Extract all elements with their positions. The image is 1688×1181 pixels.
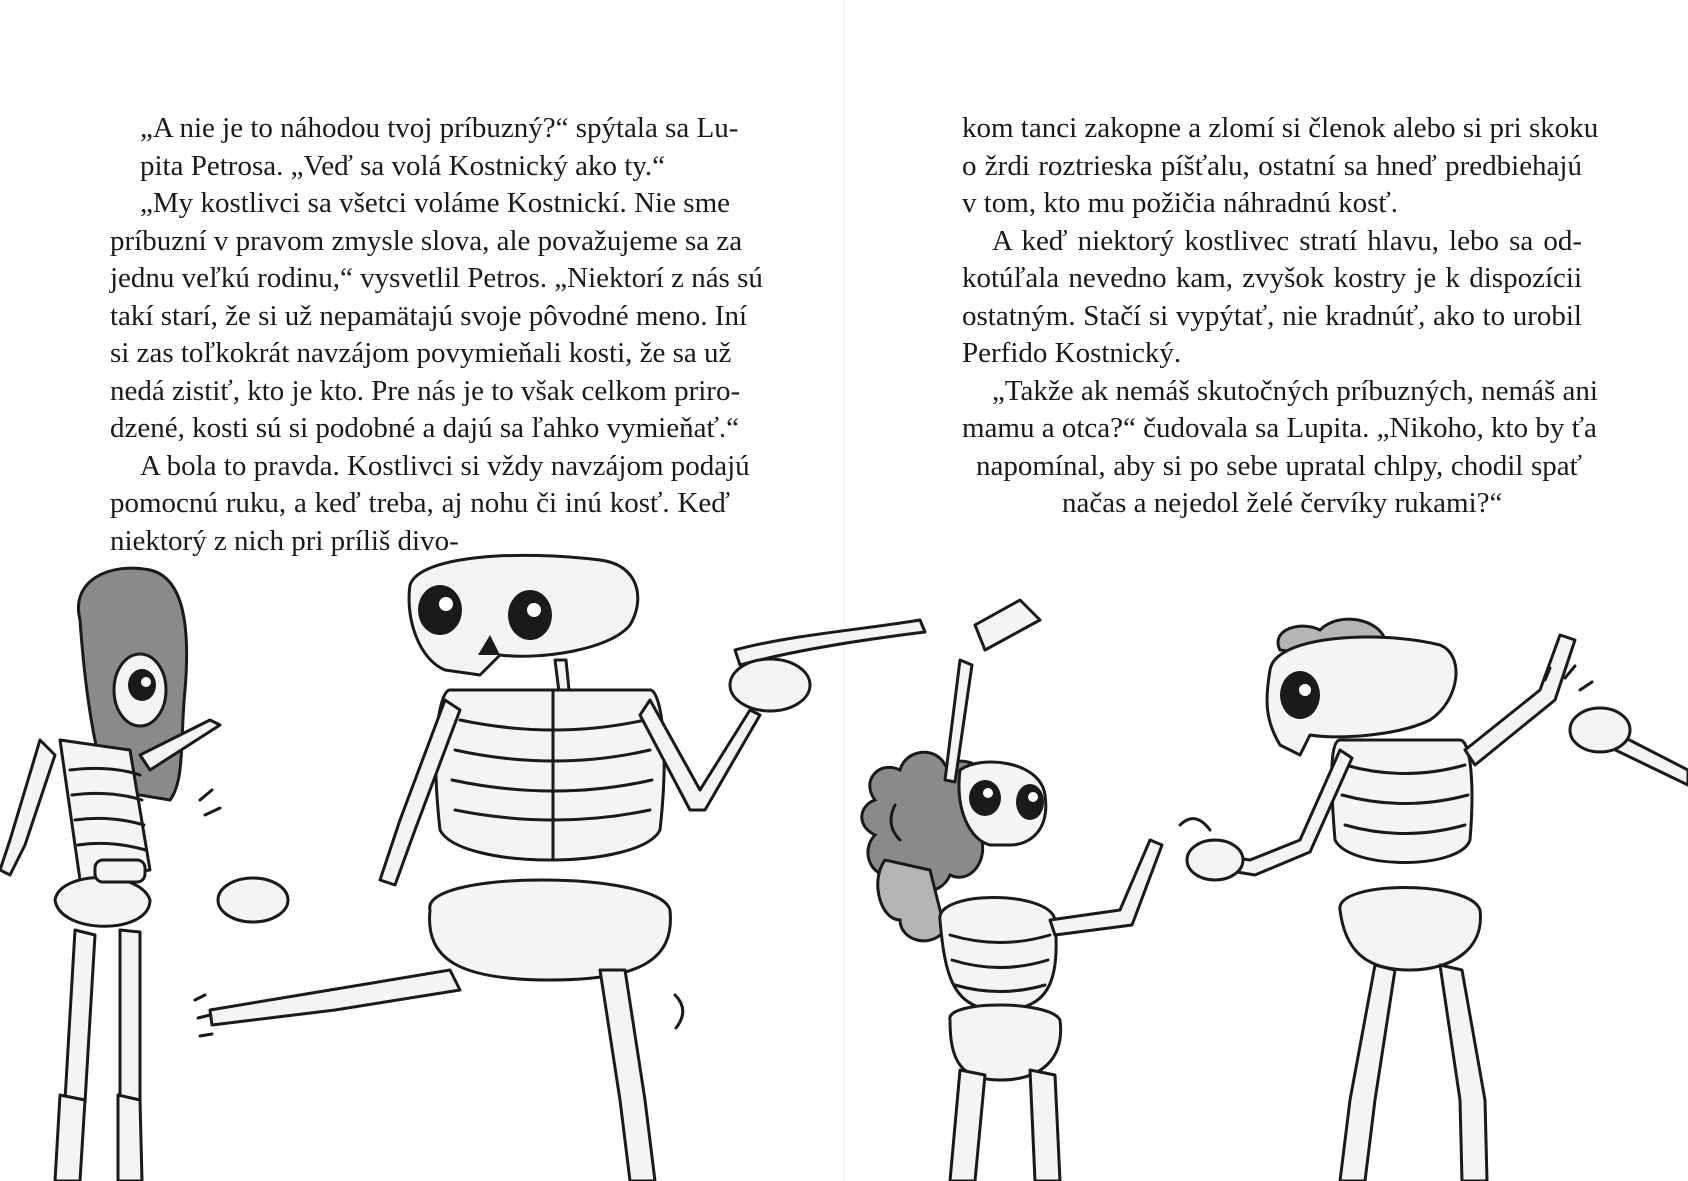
- right-page-text: [962, 110, 1599, 523]
- text-line: ostatným. Stačí si vypýtať, nie kradnúť, ako to urobil: [962, 299, 1582, 332]
- skeleton-curly-hair-center: [862, 600, 1162, 1181]
- text-line: mamu a otca?“ čudovala sa Lupita. „Nikoho, kto by ťa: [962, 412, 1597, 444]
- text-line: nedá zistiť, kto je kto. Pre nás je to však celkom priro-: [110, 374, 741, 407]
- text-line: v tom, kto mu požičia náhradnú kosť.: [962, 187, 1399, 219]
- text-line: o žrdi roztrieska píšťalu, ostatní sa hneď predbiehajú: [962, 149, 1582, 182]
- text-line: jednu veľkú rodinu,“ vysvetlil Petros. „Niektorí z nás sú: [110, 262, 763, 294]
- text-line: „A nie je to náhodou tvoj príbuzný?“ spýtala sa Lu-: [140, 112, 739, 144]
- text-line: pita Petrosa. „Veď sa volá Kostnický ako ty.“: [140, 149, 666, 182]
- text-line: príbuzní v pravom zmysle slova, ale považujeme sa za: [110, 224, 743, 257]
- text-line: načas a nejedol želé červíky rukami?“: [1062, 487, 1503, 519]
- text-line: A bola to pravda. Kostlivci si vždy navzájom podajú: [140, 449, 750, 482]
- text-line: „Takže ak nemáš skutočných príbuzných, nemáš ani: [992, 374, 1598, 407]
- text-line: Perfido Kostnický.: [962, 337, 1182, 369]
- skeleton-girl-left: [0, 568, 220, 1181]
- text-line: takí starí, že si už nepamätajú svoje pôvodné meno. Iní: [110, 299, 748, 332]
- text-line: niektorý z nich pri príliš divo-: [110, 524, 459, 557]
- left-page-text: [110, 110, 763, 560]
- skeleton-right: [1187, 619, 1688, 1181]
- text-line: „My kostlivci sa všetci voláme Kostnickí. Nie sme: [140, 187, 730, 219]
- skeleton-tall-center-left: [210, 555, 925, 1181]
- text-line: pomocnú ruku, a keď treba, aj nohu či inú kosť. Keď: [110, 487, 730, 519]
- text-line: napomínal, aby si po sebe upratal chlpy, chodil spať: [976, 449, 1582, 482]
- text-line: dzené, kosti sú si podobné a dajú sa ľahko vymieňať.“: [110, 412, 739, 444]
- text-line: kom tanci zakopne a zlomí si členok alebo si pri skoku: [962, 112, 1599, 144]
- text-line: kotúľala nevedno kam, zvyšok kostry je k dispozícii: [962, 262, 1582, 294]
- dancing-skeletons-illustration: [0, 540, 1688, 1181]
- text-line: A keď niektorý kostlivec stratí hlavu, lebo sa od-: [992, 224, 1582, 257]
- text-line: si zas toľkokrát navzájom povymieňali kosti, že sa už: [110, 337, 732, 369]
